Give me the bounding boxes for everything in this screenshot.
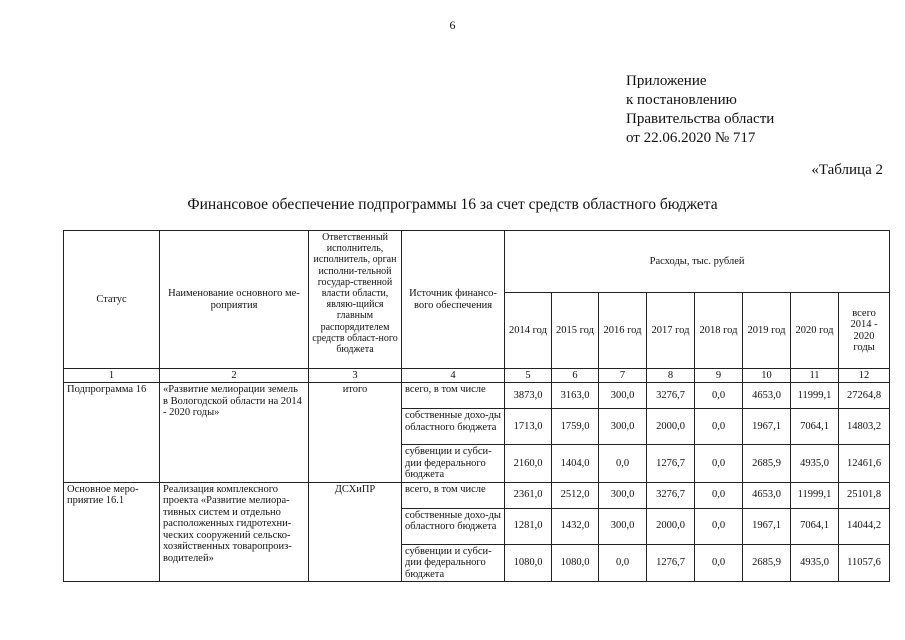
value-cell: 2361,0 (505, 482, 552, 508)
value-cell: 2685,9 (743, 445, 791, 483)
column-number: 7 (599, 369, 647, 383)
header-year-2015: 2015 год (552, 293, 599, 369)
appendix-line-3: Правительства области (626, 111, 775, 127)
value-cell: 7064,1 (791, 508, 839, 544)
source-cell: всего, в том числе (402, 482, 505, 508)
value-cell: 3276,7 (647, 383, 695, 409)
value-cell: 3163,0 (552, 383, 599, 409)
header-year-2014: 2014 год (505, 293, 552, 369)
table-row (64, 482, 890, 508)
column-number: 3 (309, 369, 402, 383)
header-year-total: всего 2014 - 2020 годы (839, 293, 890, 369)
value-cell: 1432,0 (552, 508, 599, 544)
value-cell: 11999,1 (791, 482, 839, 508)
value-cell: 4935,0 (791, 445, 839, 483)
value-cell: 1713,0 (505, 409, 552, 445)
value-cell: 0,0 (599, 445, 647, 483)
header-year-2017: 2017 год (647, 293, 695, 369)
value-cell: 1080,0 (505, 544, 552, 582)
header-row-1 (64, 231, 890, 293)
column-number: 5 (505, 369, 552, 383)
header-expenses: Расходы, тыс. рублей (505, 231, 890, 293)
value-cell: 2512,0 (552, 482, 599, 508)
value-cell: 1080,0 (552, 544, 599, 582)
column-number: 2 (160, 369, 309, 383)
header-name: Наименование основного ме-роприятия (160, 231, 309, 369)
source-cell: собственные дохо-ды областного бюджета (402, 409, 505, 445)
value-cell: 300,0 (599, 482, 647, 508)
header-year-2019: 2019 год (743, 293, 791, 369)
value-cell: 3276,7 (647, 482, 695, 508)
source-cell: субвенции и субси-дии федерального бюджета (402, 544, 505, 582)
value-cell: 300,0 (599, 409, 647, 445)
value-cell: 1276,7 (647, 445, 695, 483)
source-cell: субвенции и субси-дии федерального бюджета (402, 445, 505, 483)
value-cell: 0,0 (695, 409, 743, 445)
table-row (64, 383, 890, 409)
header-year-2018: 2018 год (695, 293, 743, 369)
value-cell: 2000,0 (647, 508, 695, 544)
value-cell: 12461,6 (839, 445, 890, 483)
status-cell: Подпрограмма 16 (64, 383, 160, 483)
name-cell: Реализация комплексного проекта «Развитие мелиора-тивных систем и отдельно расположенных гидротехни-ческих сооружений сельско-хозяйственных товаропроиз-водителей» (160, 482, 309, 582)
value-cell: 11057,6 (839, 544, 890, 582)
value-cell: 25101,8 (839, 482, 890, 508)
column-number: 11 (791, 369, 839, 383)
value-cell: 14803,2 (839, 409, 890, 445)
appendix-block (626, 72, 774, 148)
column-number: 12 (839, 369, 890, 383)
value-cell: 0,0 (599, 544, 647, 582)
value-cell: 2685,9 (743, 544, 791, 582)
value-cell: 0,0 (695, 445, 743, 483)
value-cell: 0,0 (695, 544, 743, 582)
value-cell: 14044,2 (839, 508, 890, 544)
header-source: Источник финансо-вого обеспечения (402, 231, 505, 369)
document-title: Финансовое обеспечение подпрограммы 16 за счет средств областного бюджета (187, 196, 718, 213)
value-cell: 7064,1 (791, 409, 839, 445)
name-cell: «Развитие мелиорации земель в Вологодской области на 2014 - 2020 годы» (160, 383, 309, 483)
table-label: «Таблица 2 (811, 162, 883, 178)
header-executor: Ответственный исполнитель, исполнитель, орган исполни-тельной государ-ственной власти области, являю-щийся главным распорядителем средств област-ного бюджета (309, 231, 402, 369)
value-cell: 3873,0 (505, 383, 552, 409)
source-cell: собственные дохо-ды областного бюджета (402, 508, 505, 544)
value-cell: 4935,0 (791, 544, 839, 582)
financing-table (63, 230, 890, 582)
executor-cell: итого (309, 383, 402, 483)
value-cell: 1276,7 (647, 544, 695, 582)
value-cell: 300,0 (599, 383, 647, 409)
page-number: 6 (449, 18, 456, 32)
appendix-line-4: от 22.06.2020 № 717 (626, 130, 756, 146)
executor-cell: ДСХиПР (309, 482, 402, 582)
column-number: 4 (402, 369, 505, 383)
value-cell: 11999,1 (791, 383, 839, 409)
header-year-2016: 2016 год (599, 293, 647, 369)
column-number: 9 (695, 369, 743, 383)
appendix-line-1: Приложение (626, 73, 707, 89)
value-cell: 1281,0 (505, 508, 552, 544)
status-cell: Основное меро-приятие 16.1 (64, 482, 160, 582)
value-cell: 1759,0 (552, 409, 599, 445)
value-cell: 2160,0 (505, 445, 552, 483)
value-cell: 4653,0 (743, 383, 791, 409)
header-status: Статус (64, 231, 160, 369)
appendix-line-2: к постановлению (626, 92, 737, 108)
column-number: 1 (64, 369, 160, 383)
header-year-2020: 2020 год (791, 293, 839, 369)
value-cell: 0,0 (695, 383, 743, 409)
value-cell: 0,0 (695, 482, 743, 508)
column-number-row (64, 369, 890, 383)
value-cell: 1967,1 (743, 409, 791, 445)
value-cell: 0,0 (695, 508, 743, 544)
value-cell: 27264,8 (839, 383, 890, 409)
value-cell: 300,0 (599, 508, 647, 544)
source-cell: всего, в том числе (402, 383, 505, 409)
value-cell: 1967,1 (743, 508, 791, 544)
value-cell: 2000,0 (647, 409, 695, 445)
column-number: 6 (552, 369, 599, 383)
column-number: 8 (647, 369, 695, 383)
column-number: 10 (743, 369, 791, 383)
value-cell: 1404,0 (552, 445, 599, 483)
value-cell: 4653,0 (743, 482, 791, 508)
